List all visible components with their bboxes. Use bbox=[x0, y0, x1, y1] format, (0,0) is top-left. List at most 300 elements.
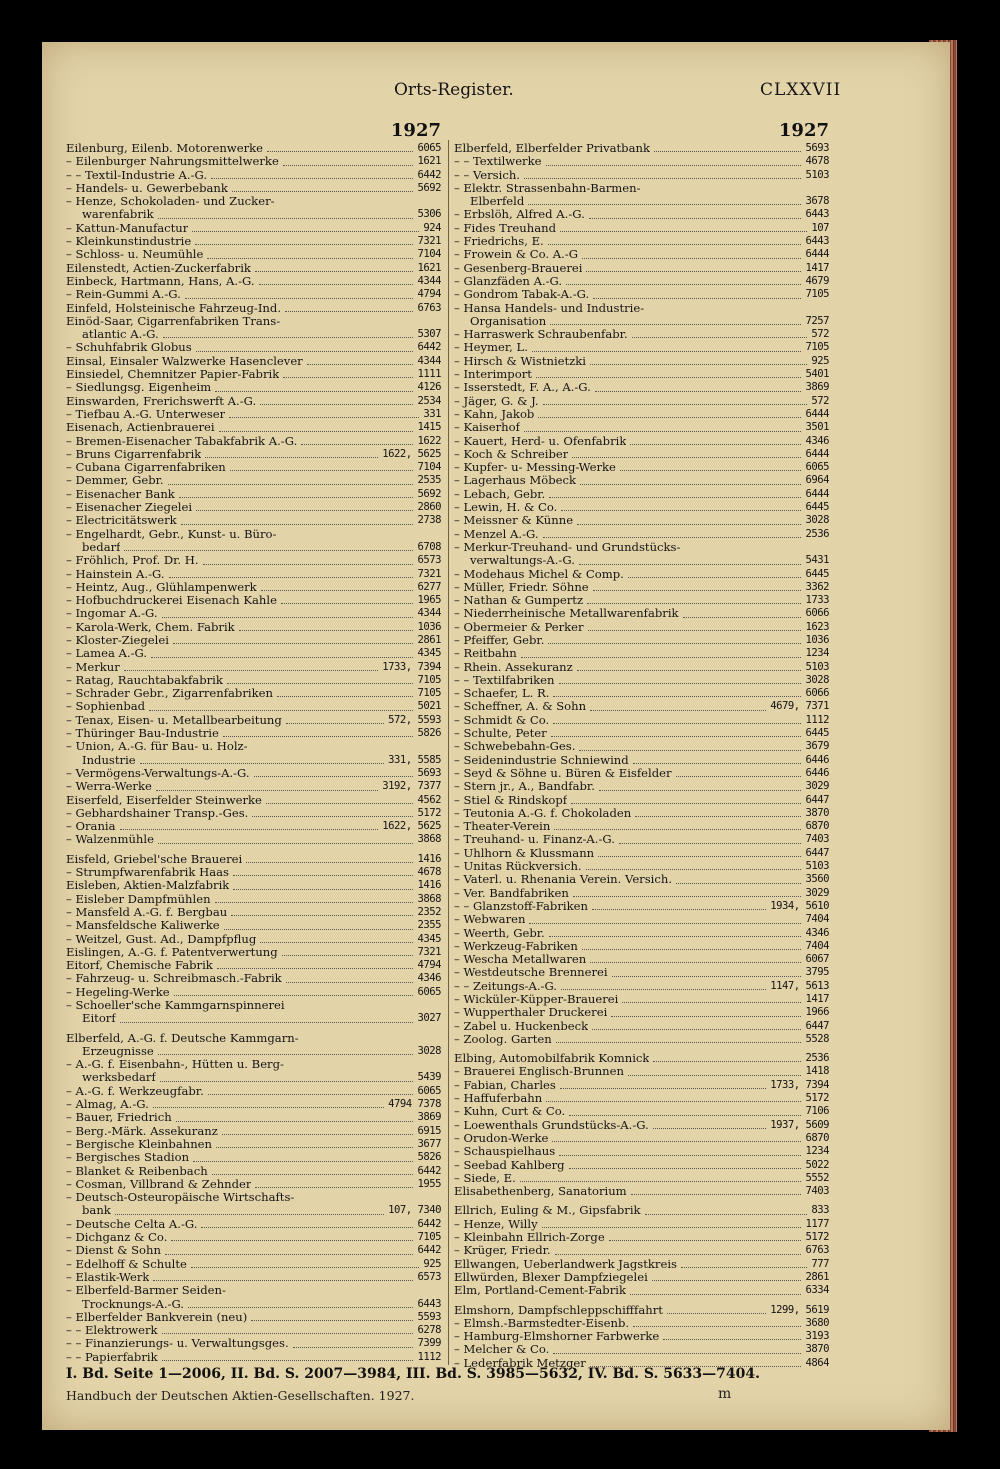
entry-name: – Vaterl. u. Rhenania Verein. Versich. bbox=[454, 873, 673, 887]
entry-page-ref: 3678 bbox=[805, 195, 829, 208]
entry-page-ref: 7321 bbox=[417, 945, 441, 958]
index-entry bbox=[66, 568, 441, 581]
dot-leader bbox=[569, 1168, 802, 1169]
entry-page-ref: 1622 bbox=[417, 434, 441, 447]
entry-page-ref: 6763 bbox=[805, 1244, 829, 1257]
entry-page-ref: 5826 bbox=[417, 727, 441, 740]
index-entry bbox=[66, 807, 441, 820]
dot-leader bbox=[181, 524, 414, 525]
dot-leader bbox=[628, 1075, 802, 1076]
entry-name: – Cosman, Villbrand & Zehnder bbox=[66, 1177, 252, 1191]
dot-leader bbox=[162, 1360, 414, 1361]
index-entry bbox=[454, 1304, 829, 1317]
index-entry bbox=[454, 1185, 829, 1198]
index-entry bbox=[454, 740, 829, 753]
dot-leader bbox=[542, 1227, 802, 1228]
entry-page-ref: 777 bbox=[811, 1257, 829, 1270]
entry-page-ref: 6442 bbox=[417, 341, 441, 354]
dot-leader bbox=[577, 670, 802, 671]
index-entry bbox=[66, 714, 441, 727]
index-entry bbox=[66, 820, 441, 833]
dot-leader bbox=[566, 284, 801, 285]
index-entry bbox=[454, 208, 829, 221]
index-entry bbox=[454, 1343, 829, 1356]
index-entry bbox=[454, 195, 829, 208]
index-entry bbox=[66, 288, 441, 301]
entry-name: – Treuhand- u. Finanz-A.-G. bbox=[454, 833, 615, 847]
entry-page-ref: 5692 bbox=[417, 487, 441, 500]
index-entry bbox=[66, 554, 441, 567]
entry-page-ref: 7105 bbox=[805, 341, 829, 354]
entry-name: – Vermögens-Verwaltungs-A.-G. bbox=[66, 766, 250, 780]
dot-leader bbox=[211, 178, 413, 179]
entry-name: – A.-G. f. Werkzeugfabr. bbox=[66, 1084, 204, 1098]
entry-name: – Schauspielhaus bbox=[454, 1145, 556, 1159]
index-entry bbox=[66, 395, 441, 408]
dot-leader bbox=[255, 1187, 413, 1188]
entry-page-ref: 3192, 7377 bbox=[382, 780, 441, 793]
index-entry bbox=[454, 1172, 829, 1185]
entry-page-ref: 2355 bbox=[417, 919, 441, 932]
entry-name: – Edelhoff & Schulte bbox=[66, 1257, 187, 1271]
index-entry bbox=[66, 594, 441, 607]
entry-name: – Harraswerk Schraubenfabr. bbox=[454, 328, 628, 342]
dot-leader bbox=[573, 896, 802, 897]
index-entry bbox=[454, 315, 829, 328]
dot-leader bbox=[561, 989, 766, 990]
index-entry bbox=[66, 328, 441, 341]
entry-page-ref: 572 bbox=[811, 328, 829, 341]
entry-page-ref: 4794 bbox=[417, 288, 441, 301]
index-entry bbox=[454, 488, 829, 501]
entry-name: Trocknungs-A.-G. bbox=[82, 1297, 184, 1311]
entry-name: – Nathan & Gumpertz bbox=[454, 594, 584, 608]
entry-name: Organisation bbox=[470, 314, 547, 328]
entry-name: – Zoolog. Garten bbox=[454, 1032, 552, 1046]
dot-leader bbox=[663, 1339, 801, 1340]
index-entry bbox=[66, 919, 441, 932]
dot-leader bbox=[285, 311, 413, 312]
index-entry bbox=[66, 767, 441, 780]
entry-name: – Bauer, Friedrich bbox=[66, 1111, 172, 1125]
entry-name: – – Glanzstoff-Fabriken bbox=[454, 899, 588, 913]
index-entry bbox=[454, 1132, 829, 1145]
index-entry bbox=[66, 1324, 441, 1337]
entry-page-ref: 2535 bbox=[417, 474, 441, 487]
index-entry bbox=[454, 461, 829, 474]
entry-name: – Elmsh.-Barmstedter-Eisenb. bbox=[454, 1316, 630, 1330]
entry-page-ref: 2738 bbox=[417, 514, 441, 527]
index-entry bbox=[454, 541, 829, 554]
entry-name: – Teutonia A.-G. f. Chokoladen bbox=[454, 806, 632, 820]
index-entry bbox=[66, 408, 441, 421]
entry-page-ref: 5172 bbox=[805, 1092, 829, 1105]
entry-name: – Ver. Bandfabriken bbox=[454, 886, 569, 900]
index-entry bbox=[454, 1092, 829, 1105]
index-entry bbox=[66, 421, 441, 434]
index-entry bbox=[66, 647, 441, 660]
entry-page-ref: 6278 bbox=[417, 1324, 441, 1337]
entry-page-ref: 5826 bbox=[417, 1151, 441, 1164]
entry-name: Einsiedel, Chemnitzer Papier-Fabrik bbox=[66, 368, 280, 382]
entry-page-ref: 1418 bbox=[805, 1065, 829, 1078]
index-entry bbox=[66, 368, 441, 381]
dot-leader bbox=[630, 1294, 802, 1295]
index-entry bbox=[454, 621, 829, 634]
index-entry bbox=[66, 514, 441, 527]
entry-page-ref: 1112 bbox=[417, 1350, 441, 1363]
dot-leader bbox=[554, 829, 801, 830]
entry-name: Einsal, Einsaler Walzwerke Hasenclever bbox=[66, 354, 303, 368]
entry-name: – Rhein. Assekuranz bbox=[454, 660, 573, 674]
entry-page-ref: 3870 bbox=[805, 1343, 829, 1356]
index-entry bbox=[454, 1145, 829, 1158]
entry-name: – – Finanzierungs- u. Verwaltungsges. bbox=[66, 1337, 289, 1351]
dot-leader bbox=[261, 590, 414, 591]
index-entry bbox=[66, 1032, 441, 1045]
dot-leader bbox=[173, 643, 414, 644]
index-entry bbox=[66, 1258, 441, 1271]
entry-name: – Blanket & Reibenbach bbox=[66, 1164, 208, 1178]
entry-name: – Henze, Willy bbox=[454, 1217, 538, 1231]
entry-name: – – Versich. bbox=[454, 168, 520, 182]
index-entry bbox=[454, 169, 829, 182]
index-entry bbox=[66, 780, 441, 793]
index-entry bbox=[66, 1165, 441, 1178]
index-entry bbox=[66, 488, 441, 501]
entry-name: – Brauerei Englisch-Brunnen bbox=[454, 1065, 624, 1079]
entry-name: – Strumpfwarenfabrik Haas bbox=[66, 866, 229, 880]
entry-name: Elberfeld bbox=[470, 195, 525, 209]
entry-page-ref: 2860 bbox=[417, 501, 441, 514]
entry-page-ref: 7105 bbox=[417, 1231, 441, 1244]
entry-name: – Walzenmühle bbox=[66, 833, 154, 847]
index-entry bbox=[454, 714, 829, 727]
index-entry bbox=[454, 1159, 829, 1172]
index-entry bbox=[454, 887, 829, 900]
index-entry bbox=[454, 435, 829, 448]
dot-leader bbox=[592, 909, 766, 910]
entry-page-ref: 331, 5585 bbox=[388, 753, 441, 766]
dot-leader bbox=[168, 484, 414, 485]
entry-page-ref: 7399 bbox=[417, 1337, 441, 1350]
entry-name: – Lamea A.-G. bbox=[66, 647, 148, 661]
entry-name: Elbing, Automobilfabrik Komnick bbox=[454, 1052, 650, 1066]
dot-leader bbox=[115, 1214, 384, 1215]
dot-leader bbox=[230, 470, 414, 471]
entry-page-ref: 1621 bbox=[417, 261, 441, 274]
entry-page-ref: 7104 bbox=[417, 248, 441, 261]
entry-page-ref: 3869 bbox=[805, 381, 829, 394]
entry-name: Eislingen, A.-G. f. Patentverwertung bbox=[66, 945, 278, 959]
index-entry bbox=[454, 647, 829, 660]
index-entry bbox=[454, 594, 829, 607]
index-entry bbox=[454, 1204, 829, 1217]
entry-page-ref: 5528 bbox=[805, 1032, 829, 1045]
entry-page-ref: 3362 bbox=[805, 580, 829, 593]
index-entry bbox=[454, 913, 829, 926]
dot-leader bbox=[683, 617, 802, 618]
index-entry bbox=[454, 554, 829, 567]
entry-name: – Thüringer Bau-Industrie bbox=[66, 727, 219, 741]
entry-page-ref: 3868 bbox=[417, 833, 441, 846]
entry-page-ref: 6445 bbox=[805, 501, 829, 514]
dot-leader bbox=[158, 1054, 414, 1055]
dot-leader bbox=[156, 790, 378, 791]
index-entry bbox=[66, 1012, 441, 1025]
entry-page-ref: 1934, 5610 bbox=[770, 899, 829, 912]
dot-leader bbox=[529, 923, 801, 924]
index-entry bbox=[66, 1311, 441, 1324]
dot-leader bbox=[215, 902, 414, 903]
entry-page-ref: 1111 bbox=[417, 368, 441, 381]
entry-page-ref: 6065 bbox=[805, 461, 829, 474]
index-entry bbox=[454, 927, 829, 940]
dot-leader bbox=[569, 1115, 801, 1116]
entry-name: – Modehaus Michel & Comp. bbox=[454, 567, 624, 581]
entry-name: Ellwangen, Ueberlandwerk Jagstkreis bbox=[454, 1257, 677, 1271]
entry-name: – Siede, E. bbox=[454, 1171, 516, 1185]
entry-name: – Theater-Verein bbox=[454, 820, 551, 834]
entry-page-ref: 4345 bbox=[417, 932, 441, 945]
entry-page-ref: 5693 bbox=[805, 142, 829, 154]
entry-name: – Orudon-Werke bbox=[454, 1131, 549, 1145]
entry-page-ref: 1621 bbox=[417, 155, 441, 168]
dot-leader bbox=[622, 1002, 801, 1003]
entry-page-ref: 1177 bbox=[805, 1217, 829, 1230]
dot-leader bbox=[239, 630, 414, 631]
entry-page-ref: 1733 bbox=[805, 594, 829, 607]
dot-leader bbox=[546, 1101, 801, 1102]
entry-name: – – Textilfabriken bbox=[454, 673, 555, 687]
dot-leader bbox=[548, 244, 802, 245]
entry-name: – Seidenindustrie Schniewind bbox=[454, 753, 629, 767]
dot-leader bbox=[546, 165, 802, 166]
index-entry bbox=[454, 222, 829, 235]
dot-leader bbox=[553, 723, 801, 724]
dot-leader bbox=[555, 1254, 802, 1255]
index-entry bbox=[66, 1178, 441, 1191]
entry-page-ref: 4562 bbox=[417, 793, 441, 806]
entry-page-ref: 1234 bbox=[805, 1145, 829, 1158]
entry-page-ref: 1733, 7394 bbox=[382, 660, 441, 673]
dot-leader bbox=[277, 696, 414, 697]
entry-name: Ellwürden, Blexer Dampfziegelei bbox=[454, 1270, 648, 1284]
index-entry bbox=[66, 661, 441, 674]
dot-leader bbox=[667, 1313, 766, 1314]
index-entry bbox=[66, 315, 441, 328]
entry-name: Einswarden, Frerichswerft A.-G. bbox=[66, 394, 257, 408]
entry-name: – Bergisches Stadion bbox=[66, 1151, 190, 1165]
entry-name: – Kleinbahn Ellrich-Zorge bbox=[454, 1231, 605, 1245]
entry-page-ref: 5021 bbox=[417, 700, 441, 713]
dot-leader bbox=[193, 1161, 413, 1162]
entry-page-ref: 572 bbox=[811, 394, 829, 407]
entry-name: – Webwaren bbox=[454, 913, 526, 927]
entry-page-ref: 1417 bbox=[805, 261, 829, 274]
dot-leader bbox=[635, 816, 801, 817]
dot-leader bbox=[586, 869, 802, 870]
entry-name: – Friedrichs, E. bbox=[454, 235, 544, 249]
index-entry bbox=[454, 182, 829, 195]
dot-leader bbox=[174, 995, 414, 996]
entry-name: bank bbox=[82, 1204, 111, 1218]
index-entry bbox=[66, 302, 441, 315]
entry-name: – – Elektrowerk bbox=[66, 1324, 158, 1338]
entry-name: – Kahn, Jakob bbox=[454, 407, 535, 421]
index-entry bbox=[66, 959, 441, 972]
entry-page-ref: 107 bbox=[811, 221, 829, 234]
index-entry bbox=[454, 966, 829, 979]
entry-page-ref: 2352 bbox=[417, 905, 441, 918]
entry-name: – Seebad Kahlberg bbox=[454, 1158, 565, 1172]
entry-page-ref: 5401 bbox=[805, 368, 829, 381]
entry-name: – Seyd & Söhne u. Büren & Eisfelder bbox=[454, 766, 672, 780]
entry-name: Eisleben, Aktien-Malzfabrik bbox=[66, 879, 230, 893]
index-entry bbox=[454, 847, 829, 860]
index-entry bbox=[454, 1330, 829, 1343]
entry-name: – Mansfeld A.-G. f. Bergbau bbox=[66, 905, 228, 919]
index-entry bbox=[66, 833, 441, 846]
dot-leader bbox=[195, 244, 413, 245]
entry-name: – – Textil-Industrie A.-G. bbox=[66, 168, 208, 182]
entry-name: Eisenach, Actienbrauerei bbox=[66, 421, 215, 435]
entry-page-ref: 4346 bbox=[417, 972, 441, 985]
index-entry bbox=[454, 328, 829, 341]
entry-name: – Kaiserhof bbox=[454, 421, 520, 435]
entry-name: – Sophienbad bbox=[66, 700, 146, 714]
dot-leader bbox=[191, 1267, 419, 1268]
dot-leader bbox=[652, 1280, 802, 1281]
entry-name: – Elberfelder Bankverein (neu) bbox=[66, 1310, 248, 1324]
dot-leader bbox=[631, 1194, 802, 1195]
index-entry bbox=[454, 1020, 829, 1033]
index-entry bbox=[66, 381, 441, 394]
index-entry bbox=[66, 262, 441, 275]
dot-leader bbox=[176, 1121, 414, 1122]
entry-name: – Tenax, Eisen- u. Metallbearbeitung bbox=[66, 713, 282, 727]
dot-leader bbox=[283, 165, 414, 166]
index-entry bbox=[66, 182, 441, 195]
entry-page-ref: 2536 bbox=[805, 527, 829, 540]
index-entry bbox=[66, 754, 441, 767]
dot-leader bbox=[162, 1333, 414, 1334]
entry-page-ref: 3193 bbox=[805, 1330, 829, 1343]
dot-leader bbox=[559, 1155, 801, 1156]
entry-page-ref: 925 bbox=[423, 1257, 441, 1270]
entry-page-ref: 6066 bbox=[805, 607, 829, 620]
dot-leader bbox=[587, 603, 801, 604]
index-entry bbox=[454, 980, 829, 993]
entry-name: – Melcher & Co. bbox=[454, 1343, 550, 1357]
index-entry bbox=[454, 993, 829, 1006]
index-entry bbox=[454, 1105, 829, 1118]
entry-page-ref: 4344 bbox=[417, 274, 441, 287]
entry-name: Elm, Portland-Cement-Fabrik bbox=[454, 1284, 626, 1298]
dot-leader bbox=[521, 657, 802, 658]
entry-name: – Werra-Werke bbox=[66, 780, 152, 794]
entry-name: – Heymer, L. bbox=[454, 341, 528, 355]
page-title: Orts-Register. bbox=[394, 80, 514, 100]
index-entry bbox=[454, 155, 829, 168]
signature-mark: m bbox=[718, 1386, 732, 1402]
entry-page-ref: 572, 5593 bbox=[388, 713, 441, 726]
entry-page-ref: 5103 bbox=[805, 860, 829, 873]
entry-name: – Schwebebahn-Ges. bbox=[454, 740, 576, 754]
index-entry bbox=[66, 1284, 441, 1297]
entry-name: – Almag, A.-G. bbox=[66, 1098, 149, 1112]
entry-name: – Ingomar A.-G. bbox=[66, 607, 158, 621]
entry-page-ref: 4126 bbox=[417, 381, 441, 394]
dot-leader bbox=[520, 1181, 802, 1182]
dot-leader bbox=[588, 630, 802, 631]
entry-name: – Eisenacher Bank bbox=[66, 487, 175, 501]
index-entry bbox=[454, 395, 829, 408]
index-entry bbox=[454, 368, 829, 381]
index-entry bbox=[66, 687, 441, 700]
entry-page-ref: 5022 bbox=[805, 1158, 829, 1171]
dot-leader bbox=[628, 577, 802, 578]
dot-leader bbox=[215, 391, 413, 392]
entry-name: Einfeld, Holsteinische Fahrzeug-Ind. bbox=[66, 301, 282, 315]
index-entry bbox=[66, 1337, 441, 1350]
entry-name: – Schuhfabrik Globus bbox=[66, 341, 192, 355]
entry-name: – Kuhn, Curt & Co. bbox=[454, 1105, 566, 1119]
index-entry bbox=[454, 421, 829, 434]
entry-page-ref: 6870 bbox=[805, 820, 829, 833]
index-entry bbox=[454, 408, 829, 421]
entry-name: – Krüger, Friedr. bbox=[454, 1244, 551, 1258]
index-entry bbox=[454, 1231, 829, 1244]
dot-leader bbox=[160, 1081, 414, 1082]
entry-name: – – Papierfabrik bbox=[66, 1350, 158, 1364]
dot-leader bbox=[162, 617, 414, 618]
index-entry bbox=[454, 568, 829, 581]
entry-name: Einöd-Saar, Cigarrenfabriken Trans- bbox=[66, 314, 281, 328]
dot-leader bbox=[212, 1174, 414, 1175]
entry-page-ref: 924 bbox=[423, 221, 441, 234]
index-entry bbox=[66, 1244, 441, 1257]
dot-leader bbox=[233, 875, 414, 876]
dot-leader bbox=[254, 776, 414, 777]
dot-leader bbox=[632, 337, 808, 338]
entry-name: – Hansa Handels- und Industrie- bbox=[454, 301, 645, 315]
index-entry bbox=[454, 474, 829, 487]
entry-name: – Fabian, Charles bbox=[454, 1078, 556, 1092]
dot-leader bbox=[282, 955, 414, 956]
entry-page-ref: 5439 bbox=[417, 1071, 441, 1084]
index-entry bbox=[66, 155, 441, 168]
entry-name: Eiserfeld, Eiserfelder Steinwerke bbox=[66, 793, 262, 807]
entry-name: verwaltungs-A.-G. bbox=[470, 554, 575, 568]
entry-page-ref: 7257 bbox=[805, 314, 829, 327]
entry-page-ref: 6573 bbox=[417, 1270, 441, 1283]
index-entry bbox=[454, 873, 829, 886]
index-entry bbox=[66, 355, 441, 368]
entry-name: – – Zeitungs-A.-G. bbox=[454, 979, 557, 993]
entry-name: Eilenstedt, Actien-Zuckerfabrik bbox=[66, 261, 251, 275]
index-entry bbox=[454, 1006, 829, 1019]
index-entry bbox=[454, 514, 829, 527]
entry-name: – Fides Treuhand bbox=[454, 221, 557, 235]
entry-page-ref: 1937, 5609 bbox=[770, 1118, 829, 1131]
dot-leader bbox=[229, 417, 419, 418]
entry-name: – Berg.-Märk. Assekuranz bbox=[66, 1124, 218, 1138]
entry-name: – Wicküler-Küpper-Brauerei bbox=[454, 993, 619, 1006]
dot-leader bbox=[550, 324, 801, 325]
index-entry bbox=[454, 900, 829, 913]
entry-page-ref: 5431 bbox=[805, 554, 829, 567]
